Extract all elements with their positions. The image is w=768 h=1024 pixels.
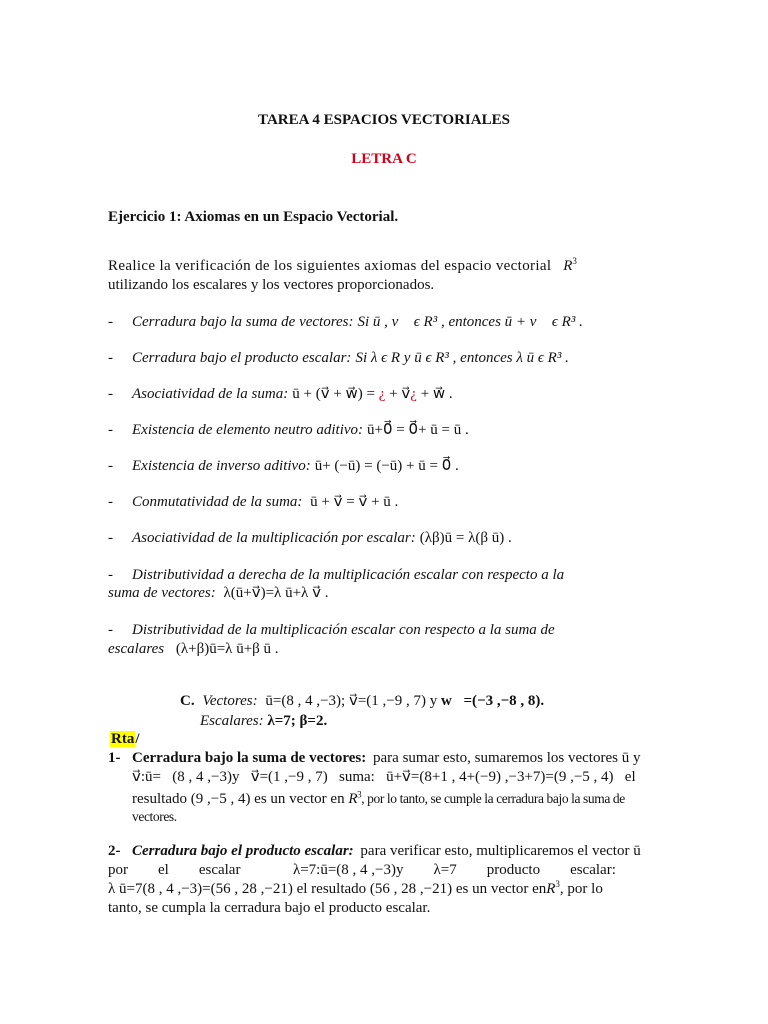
axiom-closure-sum	[132, 313, 583, 332]
answer-item-number: 2-	[108, 843, 121, 859]
vector-v: v⃗=(1 ,−9 , 7)	[348, 693, 426, 709]
axiom-label: Conmutatividad de la suma:	[132, 494, 303, 510]
answer-1-line-1	[132, 749, 656, 768]
axiom-scalar-associativity	[132, 529, 512, 548]
axiom-dash: -	[108, 350, 113, 366]
axiom-label: Existencia de elemento neutro aditivo:	[132, 422, 364, 438]
axiom-label: Asociatividad de la suma:	[132, 386, 289, 402]
axiom-expression: ū+0⃗ = 0⃗+ ū = ū .	[367, 422, 469, 438]
axiom-dash: -	[108, 386, 113, 402]
axiom-expression	[292, 386, 452, 402]
axiom-expression: Si λ ϵ R y ū ϵ R³ , entonces λ ū ϵ R³ .	[355, 350, 569, 366]
axiom-label: Cerradura bajo el producto escalar:	[132, 350, 352, 366]
axiom-dash: -	[108, 622, 113, 638]
expression-part: ū + (v⃗ + w⃗) =	[292, 386, 379, 402]
answer-2-line-4: tanto, se cumpla la cerradura bajo el producto escalar.	[108, 900, 431, 916]
vector-w: w⃗=(−3 ,−8 , 8).	[440, 693, 545, 709]
missing-symbol: ¿	[378, 386, 386, 402]
answer-1-title: Cerradura bajo la suma de vectores:	[132, 750, 367, 766]
axiom-dash: -	[108, 314, 113, 330]
axiom-closure-scalar	[132, 349, 569, 368]
answer-1-text: , por lo tanto, se cumple la cerradura bajo la suma de	[361, 791, 625, 806]
intro-space-exp: 3	[572, 256, 577, 266]
axiom-expression: (λβ)ū = λ(β ū) .	[419, 530, 512, 546]
intro-text: Realice la verificación de los siguientes axiomas del espacio vectorial	[108, 258, 552, 274]
space-exponent: 3	[357, 789, 362, 800]
space-symbol: R	[546, 881, 556, 897]
scalars-label: Escalares:	[200, 713, 264, 729]
scalars-values: λ=7; β=2.	[267, 713, 328, 729]
exercise-heading: Ejercicio 1: Axiomas en un Espacio Vectorial.	[108, 209, 399, 225]
intro-space: R	[563, 258, 573, 274]
given-letter: C.	[180, 693, 195, 709]
answer-2-text: para verificar esto, multiplicaremos el vector ū	[360, 843, 641, 859]
axiom-expression: ū + v⃗ = v⃗ + ū .	[306, 494, 399, 510]
answer-1-line-2: v⃗:ū= (8 , 4 ,−3)y v⃗=(1 ,−9 , 7) suma: ū+v⃗=(8+1 , 4+(−9) ,−3+7)=(9 ,−5 , 4) el	[132, 769, 636, 785]
axiom-additive-inverse	[132, 457, 459, 476]
document-title: TAREA 4 ESPACIOS VECTORIALES	[258, 112, 510, 128]
answer-heading	[110, 730, 140, 749]
answer-2-text: λ ū=7(8 , 4 ,−3)=(56 , 28 ,−21) el resultado (56 , 28 ,−21) es un vector en	[108, 881, 547, 897]
distributive-label: escalares	[108, 641, 165, 657]
space-symbol: R	[348, 791, 358, 807]
given-scalars	[200, 712, 327, 731]
intro-line-1	[108, 257, 577, 276]
distributive-scalars-line-2	[108, 640, 279, 659]
given-vectors	[180, 692, 544, 711]
answer-2-line-3	[108, 880, 668, 899]
intro-line-2: utilizando los escalares y los vectores proporcionados.	[108, 277, 435, 293]
distributive-label: suma de vectores:	[108, 585, 216, 601]
answer-1-text: para sumar esto, sumaremos los vectores ū y	[373, 750, 641, 766]
distributive-expression: λ(ū+v⃗)=λ ū+λ v⃗ .	[223, 585, 329, 601]
answer-1-text: resultado (9 ,−5 , 4) es un vector en	[132, 791, 349, 807]
answer-1-line-4: vectores.	[132, 809, 177, 824]
expression-part: + w⃗ .	[416, 386, 453, 402]
axiom-dash: -	[108, 458, 113, 474]
answer-2-line-1	[132, 842, 656, 861]
answer-2-title: Cerradura bajo el producto escalar:	[132, 843, 354, 859]
axiom-label: Existencia de inverso aditivo:	[132, 458, 311, 474]
axiom-neutral-element	[132, 421, 469, 440]
answer-1-line-3	[132, 789, 656, 809]
answer-2-text: , por lo	[559, 881, 603, 897]
axiom-dash: -	[108, 530, 113, 546]
conjunction: y	[429, 693, 438, 709]
axiom-label: Cerradura bajo la suma de vectores:	[132, 314, 354, 330]
axiom-expression: Si ū , v⃗ ϵ R³ , entonces ū + v⃗ ϵ R³ .	[357, 314, 583, 330]
missing-symbol: ¿	[410, 386, 417, 402]
expression-part: + v⃗	[385, 386, 411, 402]
axiom-dash: -	[108, 422, 113, 438]
answer-heading-suffix: /	[135, 731, 140, 747]
distributive-vectors-line-1: Distributividad a derecha de la multiplicación escalar con respecto a la	[132, 567, 565, 583]
axiom-commutativity	[132, 493, 398, 512]
distributive-scalars-line-1: Distributividad de la multiplicación escalar con respecto a la suma de	[132, 622, 555, 638]
axiom-dash: -	[108, 494, 113, 510]
answer-heading-highlight: Rta	[111, 731, 135, 747]
answer-2-line-2: por el escalar λ=7:ū=(8 , 4 ,−3)y λ=7 producto escalar:	[108, 862, 616, 878]
vectors-label: Vectores:	[202, 693, 258, 709]
vector-u: ū=(8 , 4 ,−3);	[265, 693, 346, 709]
axiom-associativity-sum	[132, 385, 453, 404]
axiom-label: Asociatividad de la multiplicación por escalar:	[132, 530, 416, 546]
space-exponent: 3	[555, 879, 560, 889]
distributive-expression: (λ+β)ū=λ ū+β ū .	[175, 641, 279, 657]
document-subtitle: LETRA C	[351, 151, 417, 167]
answer-item-number: 1-	[108, 750, 121, 766]
axiom-expression: ū+ (−ū) = (−ū) + ū = 0⃗ .	[314, 458, 459, 474]
axiom-dash: -	[108, 567, 113, 583]
distributive-vectors-line-2	[108, 584, 328, 603]
